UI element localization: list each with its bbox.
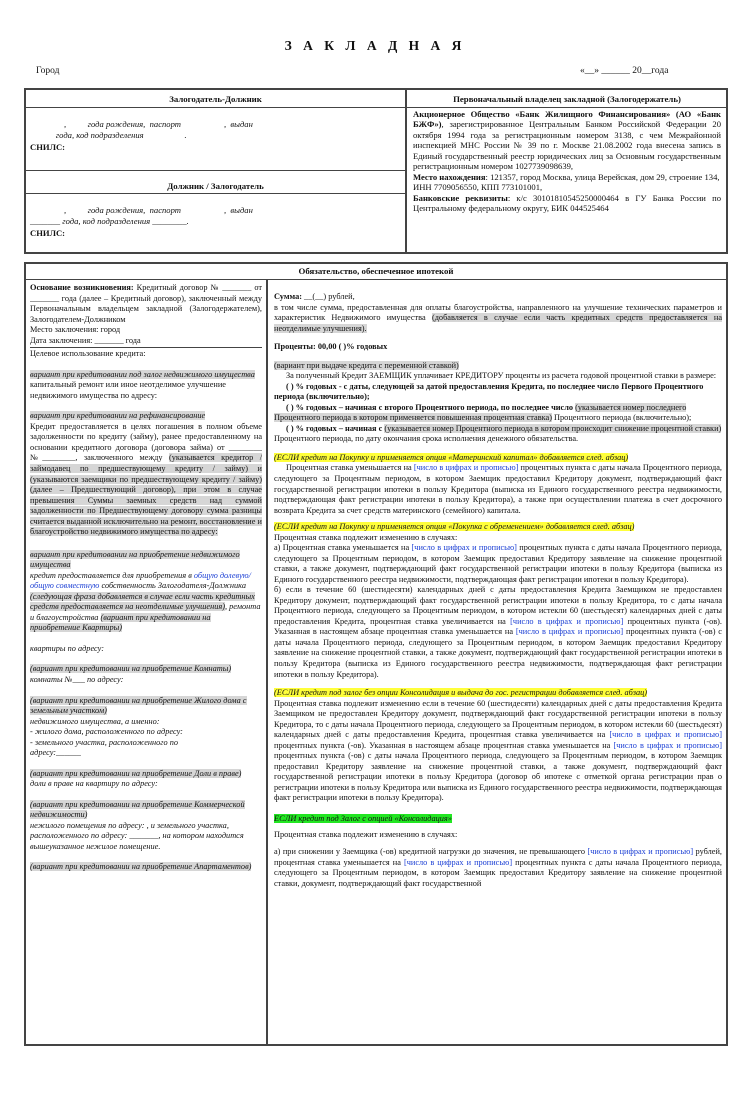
obligation-header: Обязательство, обеспеченное ипотекой — [298, 266, 454, 276]
date-label: «__» ______ 20__года — [580, 66, 669, 76]
parties-divider — [405, 88, 407, 254]
document-title: З А К Л А Д Н А Я — [284, 38, 466, 53]
pledgor-header: Залогодатель-Должник — [169, 94, 262, 104]
obligation-left-column: Основание возникновения: Кредитный договор № _______ от _______ года (далее – Кредитный договор), заключенный между Первоначальным владельцем закладной (Залогодержателем), Залогодателем-Должником Место заключения: город Дата заключения: _______ года Целевое использование кредита: вариант при кредитовании под залог недвижимого имущества капитальный ремонт или иное неотделимое улучшение недвижимого имущества по адресу: вариант при кредитовании на рефинансирование Кредит предоставляется в целях погашения в полном объеме задолженности по кредиту (займу), ранее предоставленному на основании кредитного договора (договора займа) от ________ №________, заключенного между (указывается кредитор / займодавец по предшествующему кредиту / займу) и (указываются заемщики по предшествующему кредиту / займу) (далее – Предшествующий договор), при этом в случае превышения Суммы заемных средств над суммой задолженности по Предшествующему договору сумма разницы считается выданной исключительно на ремонт, восстановление и благоустройство недвижимого имущества по адресу: вариант при кредитовании на приобретение недвижимого имущества кредит предоставляется для приобретения в общую долевую/ общую совместную собственность Залогодателя-Должника (следующая фраза добавляется в случае если часть кредитных средств предоставляется на неотделимые улучшения), ремонта и благоустройства (вариант при кредитовании на приобретение Квартиры) квартиры по адресу: (вариант при кредитовании на приобретение Комнаты) комнаты №___ по адресу: (вариант при кредитовании на приобретение Жилого дома с земельным участком) недвижимого имущества, а именно: - жилого дома, расположенного по адресу: - земельного участка, расположенного по адресу:______ (вариант при кредитовании на приобретение Доли в праве) доли в праве на квартиру по адресу: (вариант при кредитовании на приобретение Коммерческой недвижимости) нежилого помещения по адресу: , и земельного участка, расположенного по адресу: _______, на котором находится вышеуказанное нежилое помещение. (вариант при кредитовании на приобретение Апартаментов) — [30, 283, 262, 1043]
holder-header: Первоначальный владелец закладной (Залогодержатель) — [453, 94, 681, 104]
pledgor-line1: , года рождения, паспорт , выдан — [64, 119, 253, 129]
obligation-header-rule — [26, 279, 726, 280]
debtor-line2: _______ года, код подразделения ________. — [30, 216, 189, 226]
holder-details: Акционерное Общество «Банк Жилищного Финансирования» (АО «Банк БЖФ»), зарегистрированное Центральным Банком Российской Федерации 20 октября 1994 года за регистрационным номером 3138, с чем Межрайонной инспекцией МНС России № 39 по г. Москве 21.08.2002 года внесена запись в Единый государственный реестр юридических лиц за Основным государственным регистрационным номером 1027739098639, Место нахождения: 121357, город Москва, улица Верейская, дом 29, строение 134, ИНН 7709056550, КПП 773101001, Банковские реквизиты: к/с 30101810545250000464 в ГУ Банка России по Центральному федеральному округу, БИК 044525464 — [413, 109, 721, 214]
snils-1: СНИЛС: — [30, 142, 66, 152]
obligation-divider — [266, 280, 268, 1046]
pledgor-header-rule — [26, 107, 405, 108]
pledgor-line2: года, код подразделения . — [30, 130, 187, 140]
holder-header-rule — [407, 107, 727, 108]
debtor-rule-top — [26, 170, 405, 171]
debtor-line1: , года рождения, паспорт , выдан — [64, 205, 253, 215]
obligation-right-column: Сумма: __(__) рублей, в том числе сумма, предоставленная для оплаты благоустройства, направленного на улучшение технических параметров и характеристик Недвижимого имущества (добавляется в случае если часть кредитных средств предоставляется на неотделимые улучшения). Проценты: 00,00 ( )% годовых (вариант при выдаче кредита с переменной ставкой) За полученный Кредит ЗАЕМЩИК уплачивает КРЕДИТОРУ проценты из расчета годовой процентной ставки в размере: ( ) % годовых - с даты, следующей за датой предоставления Кредита, по последнее число Первого Процентного периода (включительно); ( ) % годовых – начиная с второго Процентного периода, по последнее число (указывается номер последнего Процентного периода в котором применяется повышенная процентная ставка) Процентного периода (включительно); ( ) % годовых – начиная с (указывается номер Процентного периода в котором происходит снижение процентной ставки) Процентного периода, по дату окончания срока исполнения денежного обязательства. (ЕСЛИ кредит на Покупку и применяется опция «Материнский капитал» добавляется след. абзац) Процентная ставка уменьшается на [число в цифрах и прописью] процентных пункта с даты начала Процентного периода, следующего за Процентным периодом, в котором Заемщик предоставил Кредитору документ, подтверждающий факт государственной регистрации ипотеки в пользу Кредитора (выписка из Единого государственного реестра недвижимости, подтверждающая факт регистрации ипотеки в пользу Кредитора), а также при осуществлении платежа в счет досрочного возврата Кредита за счет средств материнского (семейного) капитала. (ЕСЛИ кредит на Покупку и применяется опция «Покупка с обременением» добавляется след. абзац) Процентная ставка подлежит изменению в случаях: а) Процентная ставка уменьшается на [число в цифрах и прописью] процентных пункта с даты начала Процентного периода, следующего за Процентным периодом, в котором Заемщик предоставил Кредитору заявление на снижение процентной ставки, а также документ, подтверждающий факт государственной регистрации ипотеки в пользу Кредитора (выписка из Единого государственного реестра недвижимости, подтверждающая факт регистрации ипотеки в пользу Кредитора). б) если в течение 60 (шестидесяти) календарных дней с даты предоставления Кредита Заемщиком не предоставлен Кредитору документ, подтверждающий факт государственной регистрации ипотеки в пользу Кредитора, то с даты начала Процентного периода, следующего за Процентным периодом, в котором истекли 60 (шестьдесят) календарных дней с даты предоставления Кредита, процентная ставка увеличивается на [число в цифрах и прописью] процентных пункта (-ов). Указанная в настоящем абзаце процентная ставка уменьшается на [число в цифрах и прописью] процентных пункта (-ов) с даты начала Процентного периода, следующего за Процентным периодом, в котором Заемщик предоставил Кредитору заявление на снижение процентной ставки, а также документ, подтверждающий факт государственной регистрации ипотеки в пользу Кредитора (выписка из Единого государственного реестра недвижимости, подтверждающая факт регистрации ипотеки в пользу Кредитора). (ЕСЛИ кредит под залог без опции Консолидация и выдача до гос. регистрации добавляется след. абзац) Процентная ставка подлежит изменению если в течение 60 (шестидесяти) календарных дней с даты предоставления Кредита Заемщиком не предоставлен Кредитору документ, подтверждающий факт государственной регистрации ипотеки в пользу Кредитора, то с даты начала Процентного периода, следующего за Процентным периодом, в котором истекли 60 (шестьдесят) календарных дней с даты предоставления Кредита, процентная ставка увеличивается на [число в цифрах и прописью] процентных пункта (-ов). Указанная в настоящем абзаце процентная ставка уменьшается на [число в цифрах и прописью] процентных пункта (-ов) с даты начала Процентного периода, следующего за Процентным периодом, в котором Заемщик предоставил Кредитору заявление на снижение процентной ставки, а также документ, подтверждающий факт государственной регистрации ипотеки в пользу Кредитора (договор об ипотеке с отметкой органа регистрации прав о регистрации ипотеки в пользу Кредитора или выписка из Единого государственного реестра недвижимости, подтверждающая факт регистрации ипотеки в пользу Кредитора). ЕСЛИ кредит под Залог с опцией «Консолидация» Процентная ставка подлежит изменению в случаях: а) при снижении у Заемщика (-ов) кредитной нагрузки до значения, не превышающего [число в цифрах и прописью] рублей, процентная ставка уменьшается на [число в цифрах и прописью] процентных пункта с даты начала Процентного периода, следующего за Процентным периодом, в котором Заемщик предоставил Кредитору заявление на снижение процентной ставки, документ, подтверждающий факт государственной — [274, 292, 722, 888]
debtor-header: Должник / Залогодатель — [167, 181, 264, 191]
debtor-header-rule — [26, 193, 405, 194]
city-label: Город — [36, 66, 60, 76]
snils-2: СНИЛС: — [30, 228, 66, 238]
